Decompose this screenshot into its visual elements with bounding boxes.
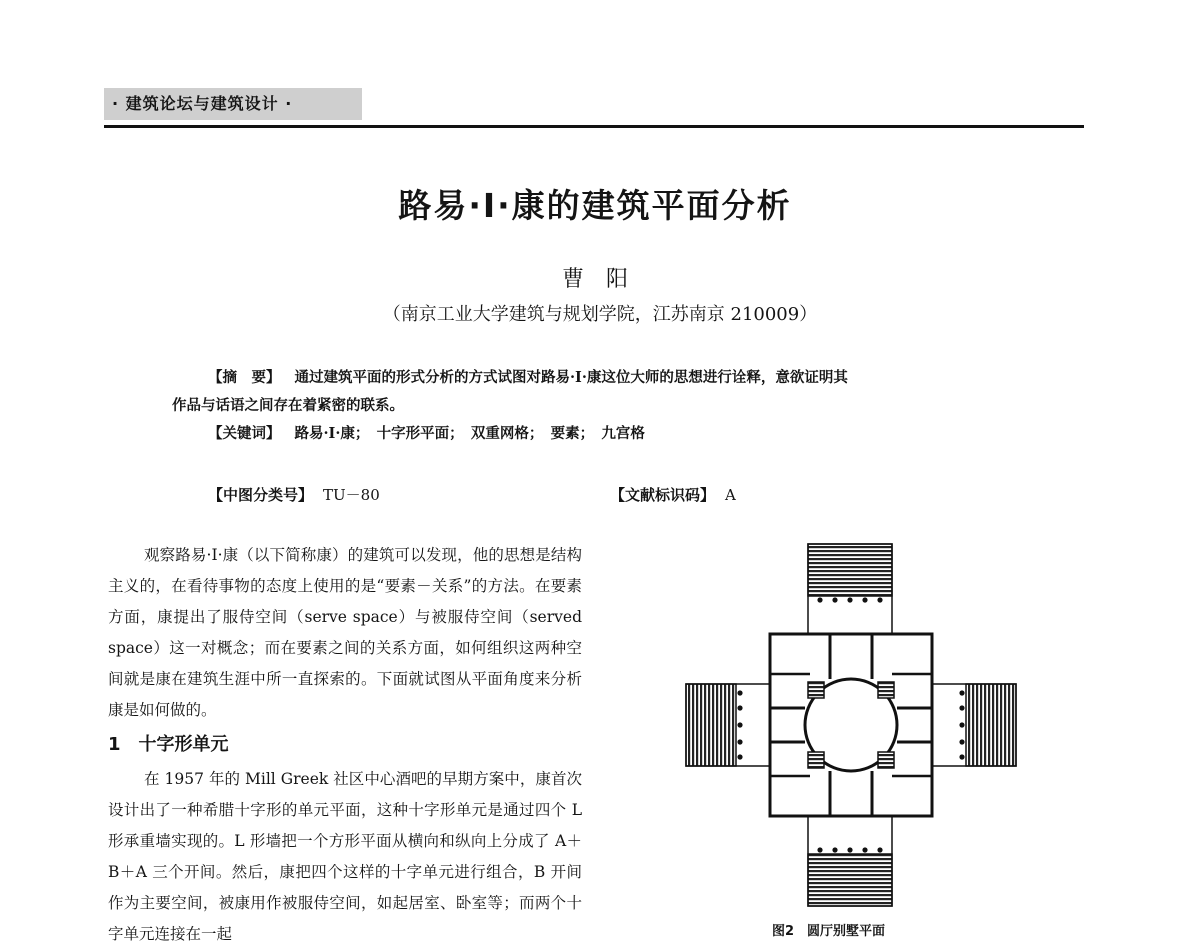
classification-label: 【中图分类号】 bbox=[208, 486, 314, 504]
section-1-heading: 1 十字形单元 bbox=[108, 734, 229, 755]
abstract-text-1: 通过建筑平面的形式分析的方式试图对路易·I·康这位大师的思想进行诠释，意欲证明其 bbox=[294, 369, 848, 386]
villa-rotonda-plan-figure bbox=[680, 538, 1040, 912]
abstract-line-2: 作品与话语之间存在着紧密的联系。 bbox=[172, 397, 404, 414]
header-rule bbox=[104, 125, 1084, 128]
abstract-block bbox=[172, 364, 1032, 448]
section-header-label: · 建筑论坛与建筑设计 · bbox=[104, 88, 362, 120]
author-affiliation: （南京工业大学建筑与规划学院，江苏南京 210009） bbox=[382, 304, 818, 325]
article-title: 路易·I·康的建筑平面分析 bbox=[398, 186, 792, 225]
keywords-text: 路易·I·康； 十字形平面； 双重网格； 要素； 九宫格 bbox=[294, 425, 645, 442]
main-block bbox=[770, 634, 932, 816]
west-stair bbox=[686, 684, 736, 766]
abstract-line-1 bbox=[172, 364, 1032, 392]
keywords-label: 【关键词】 bbox=[208, 426, 281, 442]
document-code-value: A bbox=[725, 486, 736, 504]
classification-number bbox=[208, 484, 380, 505]
body-paragraph-1: 观察路易·I·康（以下简称康）的建筑可以发现，他的思想是结构主义的，在看待事物的态度上使用的是“要素－关系”的方法。在要素方面，康提出了服侍空间（serve space）与被服侍空间（served space）这一对概念；而在要素之间的关系方面，如何组织这两种空间就是康在建筑生涯中所一直探索的。下面就试图从平面角度来分析康是如何做的。 bbox=[108, 546, 582, 719]
keywords-line bbox=[172, 420, 1032, 448]
figure-caption: 图2 圆厅别墅平面 bbox=[772, 924, 886, 939]
document-code bbox=[610, 484, 736, 505]
north-stair bbox=[808, 544, 892, 596]
south-stair bbox=[808, 854, 892, 906]
classification-value: TU－80 bbox=[323, 486, 380, 504]
document-code-label: 【文献标识码】 bbox=[610, 486, 716, 504]
author-name: 曹 阳 bbox=[561, 267, 628, 292]
east-stair bbox=[966, 684, 1016, 766]
body-paragraph-2: 在 1957 年的 Mill Greek 社区中心酒吧的早期方案中，康首次设计出了一种希腊十字形的单元平面，这种十字形单元是通过四个 L 形承重墙实现的。L 形墙把一个方形平面从横向和纵向上分成了 A＋B＋A 三个开间。然后，康把四个这样的十字单元进行组合，B 开间作为主要空间，被康用作被服侍空间，如起居室、卧室等；而两个十字单元连接在一起 bbox=[108, 770, 582, 943]
abstract-label: 【摘 要】 bbox=[208, 370, 281, 386]
